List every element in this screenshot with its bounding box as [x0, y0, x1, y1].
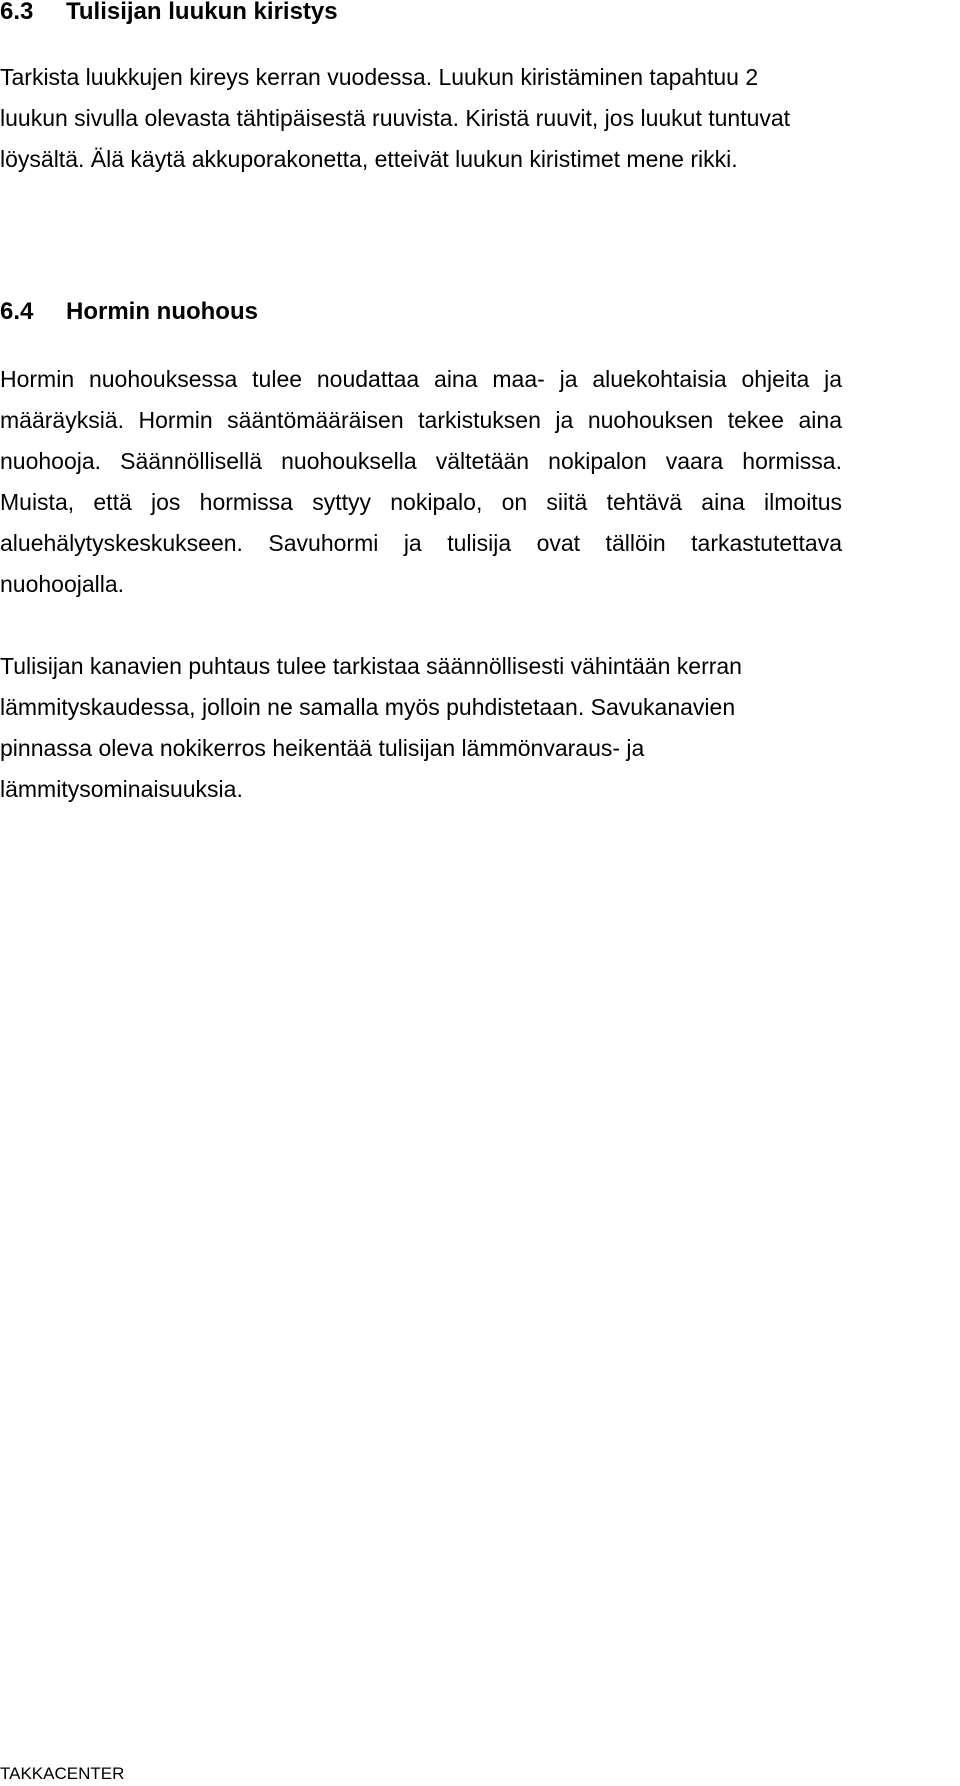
text-line: luukun sivulla olevasta tähtipäisestä ruuvista. Kiristä ruuvit, jos luukut tuntuvat [0, 105, 791, 131]
paragraph-hormin-nuohous [0, 359, 842, 605]
section-number: 6.3 [0, 0, 34, 25]
text-line: pinnassa oleva nokikerros heikentää tulisijan lämmönvaraus- ja [0, 735, 645, 761]
text-line: nuohoojalla. [0, 571, 125, 597]
text-line: lämmityskaudessa, jolloin ne samalla myös puhdistetaan. Savukanavien [0, 694, 736, 720]
paragraph-kanavien-puhtaus [0, 646, 860, 810]
text-line: Tarkista luukkujen kireys kerran vuodessa. Luukun kiristäminen tapahtuu 2 [0, 64, 759, 90]
section-heading-6-3 [0, 0, 338, 26]
section-heading-6-4 [0, 298, 258, 326]
text-line: Tulisijan kanavien puhtaus tulee tarkistaa säännöllisesti vähintään kerran [0, 653, 742, 679]
text-line: nuohooja. Säännöllisellä nuohouksella vältetään nokipalon vaara hormissa. [0, 448, 842, 474]
text-line: Muista, että jos hormissa syttyy nokipalo, on siitä tehtävä aina ilmoitus [0, 489, 842, 515]
text-line: määräyksiä. Hormin sääntömääräisen tarkistuksen ja nuohouksen tekee aina [0, 407, 842, 433]
text-line: Hormin nuohouksessa tulee noudattaa aina maa- ja aluekohtaisia ohjeita ja [0, 366, 842, 392]
text-line: löysältä. Älä käytä akkuporakonetta, etteivät luukun kiristimet mene rikki. [0, 146, 738, 172]
section-title: Hormin nuohous [66, 298, 258, 325]
section-title: Tulisijan luukun kiristys [66, 0, 338, 25]
footer-brand: TAKKACENTER [0, 1764, 125, 1783]
text-line: lämmitysominaisuuksia. [0, 776, 243, 802]
section-number: 6.4 [0, 298, 34, 325]
text-line: aluehälytyskeskukseen. Savuhormi ja tulisija ovat tällöin tarkastutettava [0, 530, 842, 556]
paragraph-luukun-kiristys [0, 57, 860, 180]
